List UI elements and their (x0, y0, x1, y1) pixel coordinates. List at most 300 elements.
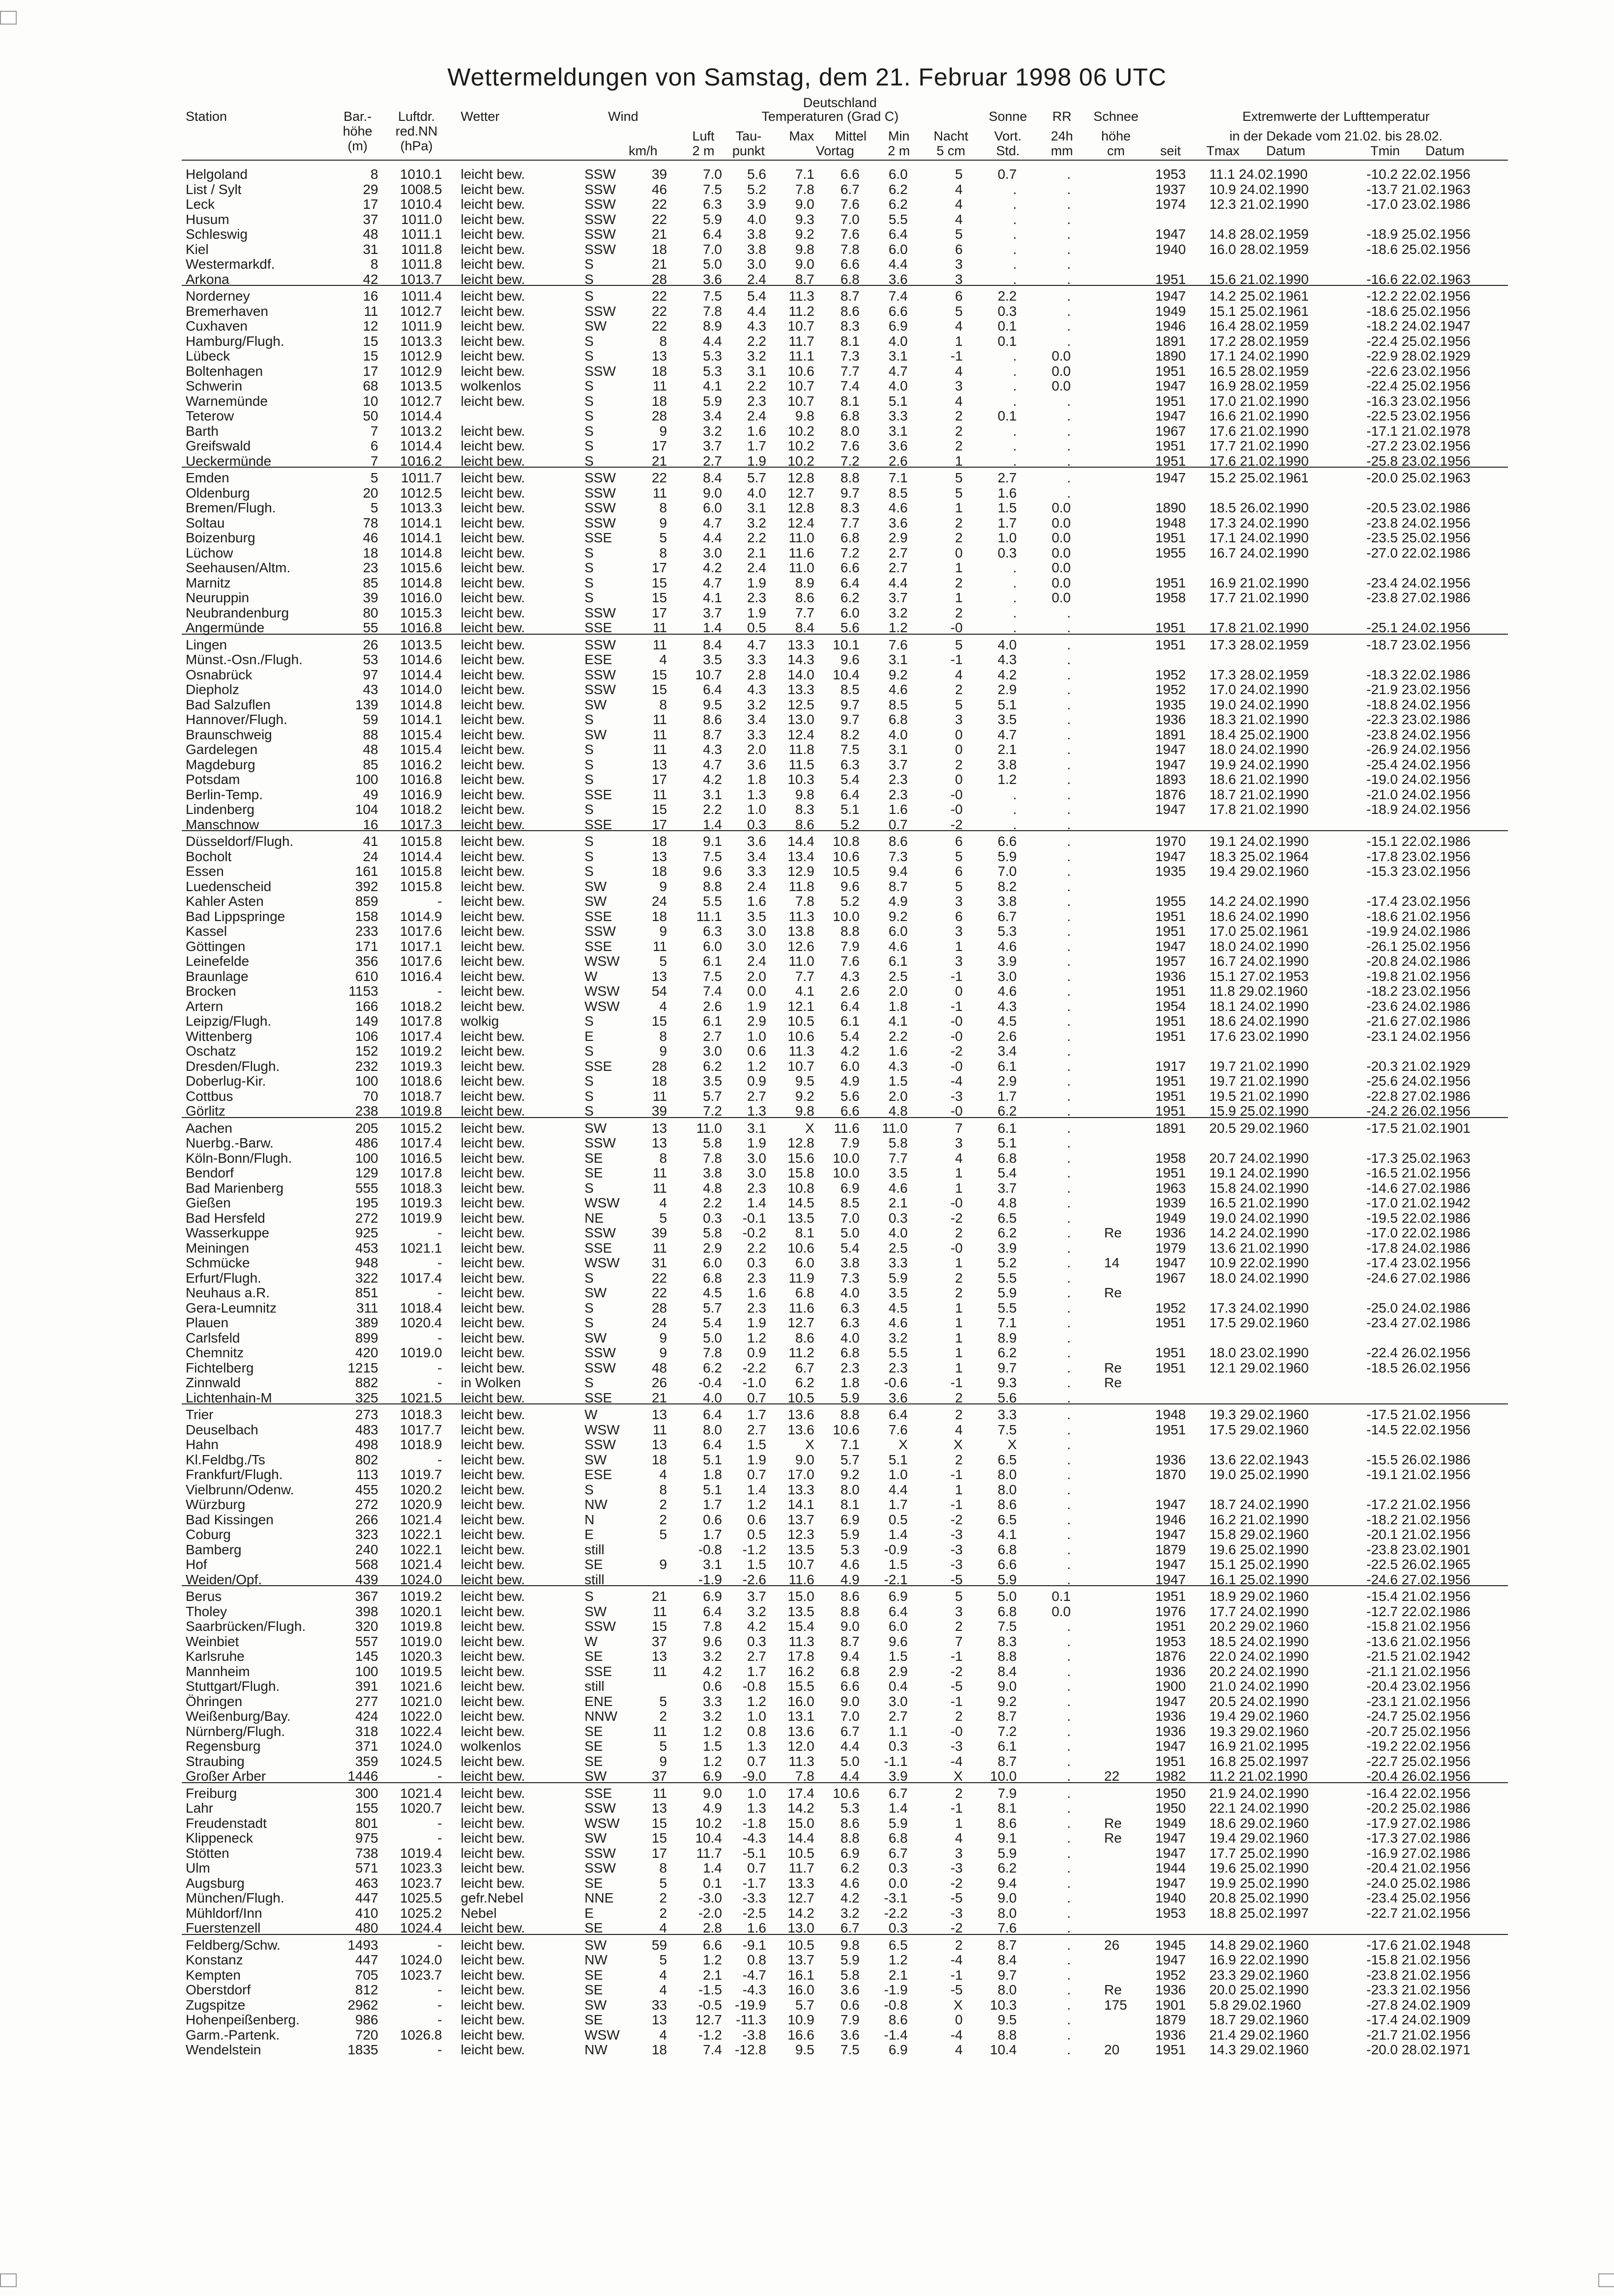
pressure: 1019.5 (400, 1663, 442, 1679)
station-name: Potsdam (186, 772, 240, 787)
station-name: Marnitz (186, 575, 231, 590)
air-temp: 5.9 (703, 393, 722, 409)
station-name: Oschatz (186, 1043, 236, 1059)
min-temp: 4.6 (889, 938, 908, 954)
wind-direction: S (584, 834, 594, 849)
precipitation: . (1067, 652, 1071, 667)
dew-point: 0.7 (747, 1860, 766, 1876)
air-temp: 11.7 (696, 1845, 722, 1861)
precipitation: . (1067, 1422, 1071, 1437)
since-year: 1952 (1155, 1967, 1186, 1983)
station-row (0, 728, 1614, 742)
station-name: Westermarkdf. (186, 256, 275, 272)
station-name: Hahn (186, 1437, 219, 1452)
night-min: 1 (955, 1360, 963, 1375)
max-temp: 7.8 (795, 1768, 814, 1784)
wind-speed: 13 (651, 1120, 667, 1136)
station-row (0, 894, 1614, 909)
min-temp: 2.7 (889, 545, 908, 560)
dew-point: 3.4 (747, 712, 766, 727)
weather: leicht bew. (461, 742, 525, 757)
wind-speed: 13 (651, 2012, 667, 2027)
precipitation: . (1067, 2012, 1071, 2027)
weather: leicht bew. (461, 545, 525, 560)
min-temp: 9.2 (889, 667, 908, 682)
pressure: 1019.2 (400, 1043, 442, 1059)
tmin-extreme: -19.0 24.02.1956 (1366, 772, 1471, 787)
elevation: 266 (355, 1512, 378, 1527)
dew-point: 3.6 (747, 756, 766, 772)
tmax-extreme: 11.1 24.02.1990 (1209, 167, 1308, 182)
dew-point: 2.7 (747, 1649, 766, 1664)
tmin-extreme: -20.1 21.02.1956 (1366, 1527, 1471, 1542)
dew-point: 2.2 (747, 333, 766, 349)
max-temp: 12.4 (787, 727, 814, 742)
min-temp: 4.0 (889, 1225, 908, 1240)
elevation: 1153 (348, 983, 378, 999)
night-min: 3 (955, 378, 963, 393)
weather: leicht bew. (461, 834, 525, 849)
dew-point: -12.8 (735, 2042, 766, 2057)
station-row (0, 516, 1614, 531)
dew-point: 3.4 (747, 848, 766, 864)
min-temp: 2.0 (889, 983, 908, 999)
min-temp: 6.9 (889, 1589, 908, 1604)
wind-speed: 17 (651, 560, 667, 575)
precipitation: . (1067, 1058, 1071, 1074)
min-temp: 7.7 (889, 1150, 908, 1166)
weather: leicht bew. (461, 802, 525, 817)
scan-registration-mark (0, 11, 17, 25)
tmin-extreme: -18.2 23.02.1956 (1366, 983, 1471, 999)
elevation: 16 (362, 816, 378, 832)
station-name: Greifswald (186, 438, 251, 453)
since-year: 1947 (1155, 470, 1186, 485)
sunshine: 3.9 (998, 953, 1017, 969)
precipitation: 0.0 (1052, 575, 1071, 590)
elevation: 129 (355, 1165, 378, 1180)
wind-speed: 22 (651, 470, 667, 485)
header-mittel: Mittel (835, 129, 867, 143)
night-min: 4 (955, 1150, 963, 1166)
tmin-extreme: -17.0 23.02.1986 (1366, 196, 1471, 212)
tmax-extreme: 16.9 28.02.1959 (1209, 378, 1309, 393)
station-name: Carlsfeld (186, 1330, 240, 1345)
weather: leicht bew. (461, 1557, 525, 1572)
wind-direction: SW (584, 1768, 607, 1784)
elevation: 367 (355, 1589, 378, 1604)
sunshine: 4.3 (998, 652, 1017, 667)
night-min: 2 (955, 408, 963, 423)
max-temp: 10.5 (787, 1013, 814, 1029)
weather: leicht bew. (461, 500, 525, 515)
wind-direction: SSE (584, 620, 612, 635)
elevation: 152 (355, 1043, 378, 1059)
mean-temp: 3.8 (840, 1255, 860, 1270)
wind-direction: ESE (584, 1467, 612, 1482)
wind-direction: SSW (584, 167, 616, 182)
mean-temp: 6.6 (840, 1679, 860, 1694)
elevation: 272 (355, 1210, 378, 1226)
pressure: 1021.5 (400, 1390, 442, 1405)
weather: wolkenlos (461, 1738, 521, 1754)
sunshine: 8.6 (998, 1497, 1017, 1512)
dew-point: 3.0 (747, 1150, 766, 1166)
station-row (0, 1891, 1614, 1905)
air-temp: 6.3 (703, 196, 722, 212)
air-temp: 7.5 (703, 968, 722, 984)
tmax-extreme: 17.7 21.02.1990 (1209, 590, 1309, 605)
sunshine: . (1013, 211, 1017, 227)
wind-direction: NNE (584, 1890, 614, 1905)
min-temp: 8.5 (889, 485, 908, 501)
precipitation: . (1067, 1571, 1071, 1587)
mean-temp: 5.4 (840, 1240, 860, 1256)
station-row (0, 1121, 1614, 1136)
tmax-extreme: 17.0 24.02.1990 (1209, 682, 1309, 697)
pressure: - (437, 1255, 442, 1270)
mean-temp: 0.6 (840, 1997, 860, 2013)
tmin-extreme: -18.9 24.02.1956 (1366, 802, 1471, 817)
dew-point: -4.3 (742, 1982, 766, 1997)
min-temp: 1.4 (889, 1527, 908, 1542)
group-divider (182, 830, 1508, 831)
min-temp: 6.0 (889, 1619, 908, 1634)
pressure: - (437, 1360, 442, 1375)
tmin-extreme: -26.1 25.02.1956 (1366, 938, 1471, 954)
mean-temp: 7.4 (840, 378, 860, 393)
weather: leicht bew. (461, 712, 525, 727)
sunshine: 8.3 (998, 1633, 1017, 1649)
mean-temp: 9.4 (840, 1649, 860, 1664)
night-min: -1 (950, 1497, 963, 1512)
tmin-extreme: -20.7 25.02.1956 (1366, 1723, 1471, 1739)
weather: leicht bew. (461, 1452, 525, 1467)
since-year: 1947 (1155, 408, 1186, 423)
dew-point: 3.9 (747, 196, 766, 212)
wind-direction: SSW (584, 470, 616, 485)
air-temp: 5.8 (703, 1135, 722, 1150)
precipitation: . (1067, 1830, 1071, 1846)
wind-direction: S (584, 1043, 594, 1059)
since-year: 1951 (1155, 908, 1186, 924)
tmin-extreme: -15.5 26.02.1986 (1366, 1452, 1471, 1467)
air-temp: 0.6 (703, 1679, 722, 1694)
pressure: 1025.2 (400, 1905, 442, 1921)
precipitation: . (1067, 211, 1071, 227)
weather: leicht bew. (461, 924, 525, 939)
tmin-extreme: -15.8 21.02.1956 (1366, 1952, 1471, 1967)
sunshine: 4.3 (998, 998, 1017, 1014)
dew-point: -1.0 (742, 1375, 766, 1390)
header-bar2: höhe (342, 124, 373, 139)
mean-temp: 10.1 (833, 637, 860, 652)
mean-temp: 8.6 (840, 303, 860, 319)
since-year: 1935 (1155, 697, 1186, 712)
mean-temp: 6.2 (840, 590, 860, 605)
station-name: Arkona (186, 271, 229, 287)
sunshine: 2.2 (998, 288, 1017, 304)
station-name: Essen (186, 864, 224, 879)
wind-direction: N (584, 1512, 595, 1527)
dew-point: 1.2 (747, 1058, 766, 1074)
max-temp: 13.7 (787, 1512, 814, 1527)
air-temp: 5.9 (703, 211, 722, 227)
sunshine: 0.7 (998, 167, 1017, 182)
max-temp: 12.6 (787, 938, 814, 954)
station-row (0, 471, 1614, 485)
tmin-extreme: -20.0 25.02.1963 (1366, 470, 1471, 485)
night-min: -0 (950, 802, 963, 817)
min-temp: 4.8 (889, 1103, 908, 1119)
wind-direction: SSE (584, 816, 612, 832)
wind-speed: 13 (651, 756, 667, 772)
wind-direction: WSW (584, 953, 620, 969)
precipitation: . (1067, 1512, 1071, 1527)
weather: leicht bew. (461, 181, 525, 197)
tmax-extreme: 12.3 21.02.1990 (1209, 196, 1309, 212)
night-min: -0 (950, 1195, 963, 1210)
pressure: 1026.8 (400, 2027, 442, 2043)
dew-point: 1.2 (747, 1330, 766, 1345)
group-divider (182, 1934, 1508, 1935)
pressure: 1018.2 (400, 998, 442, 1014)
mean-temp: 1.8 (840, 1375, 860, 1390)
station-row (0, 1423, 1614, 1437)
dew-point: -19.9 (735, 1997, 766, 2013)
since-year: 1901 (1155, 1997, 1186, 2013)
since-year: 1891 (1155, 727, 1186, 742)
max-temp: 13.6 (787, 1422, 814, 1437)
mean-temp: 5.7 (840, 1452, 860, 1467)
wind-direction: still (584, 1541, 605, 1557)
tmax-extreme: 17.8 21.02.1990 (1209, 802, 1309, 817)
elevation: 23 (362, 560, 378, 575)
dew-point: 1.9 (747, 575, 766, 590)
mean-temp: 5.4 (840, 1028, 860, 1044)
weather: leicht bew. (461, 590, 525, 605)
wind-speed: 11 (652, 485, 667, 501)
station-name: Fuerstenzell (186, 1920, 261, 1935)
air-temp: 4.2 (703, 560, 722, 575)
min-temp: 4.6 (889, 1315, 908, 1330)
station-row (0, 242, 1614, 257)
station-row (0, 1557, 1614, 1572)
station-row (0, 1739, 1614, 1754)
max-temp: 10.7 (787, 318, 814, 334)
air-temp: 5.1 (703, 1482, 722, 1497)
station-name: Zugspitze (186, 1997, 246, 2013)
station-row (0, 1453, 1614, 1467)
sunshine: . (1013, 378, 1017, 393)
station-name: Kiel (186, 241, 209, 257)
wind-speed: 4 (659, 1967, 667, 1983)
weather: leicht bew. (461, 667, 525, 682)
wind-direction: SSE (584, 1663, 612, 1679)
night-min: 5 (955, 1589, 963, 1604)
pressure: 1017.8 (400, 1013, 442, 1029)
tmin-extreme: -16.9 27.02.1986 (1366, 1845, 1471, 1861)
pressure: 1018.9 (400, 1437, 442, 1452)
precipitation: . (1067, 1875, 1071, 1891)
max-temp: 11.3 (788, 288, 814, 304)
max-temp: 15.4 (787, 1619, 814, 1634)
station-name: Bad Marienberg (186, 1180, 284, 1196)
wind-speed: 22 (651, 1285, 667, 1300)
mean-temp: 10.0 (833, 1150, 860, 1166)
night-min: 4 (955, 211, 963, 227)
elevation: 48 (362, 226, 378, 242)
station-name: Hohenpeißenberg. (186, 2012, 300, 2027)
since-year: 1947 (1155, 226, 1186, 242)
pressure: 1023.7 (400, 1875, 442, 1891)
station-row (0, 501, 1614, 515)
elevation: 20 (362, 485, 378, 501)
dew-point: 3.1 (747, 363, 766, 379)
min-temp: 2.1 (889, 1195, 908, 1210)
elevation: 371 (355, 1738, 378, 1754)
pressure: 1014.8 (400, 697, 442, 712)
station-row (0, 1361, 1614, 1375)
wind-speed: 22 (651, 318, 667, 334)
wind-direction: S (584, 378, 594, 393)
tmin-extreme: -21.6 27.02.1986 (1366, 1013, 1471, 1029)
station-row (0, 1089, 1614, 1104)
dew-point: 3.2 (747, 515, 766, 531)
sunshine: 4.6 (998, 983, 1017, 999)
wind-direction: SSE (584, 530, 612, 545)
sunshine: 9.2 (998, 1693, 1017, 1709)
night-min: -3 (950, 1905, 963, 1921)
min-temp: 4.0 (889, 333, 908, 349)
weather: leicht bew. (461, 1800, 525, 1816)
dew-point: 1.3 (747, 1800, 766, 1816)
station-name: Braunschweig (186, 727, 272, 742)
weather: leicht bew. (461, 288, 525, 304)
station-name: Mühldorf/Inn (186, 1905, 262, 1921)
dew-point: 1.2 (747, 1497, 766, 1512)
min-temp: 1.5 (889, 1073, 908, 1089)
station-name: Leinefelde (186, 953, 250, 969)
min-temp: 3.1 (889, 742, 908, 757)
wind-speed: 2 (659, 1708, 667, 1724)
since-year: 1876 (1155, 1649, 1186, 1664)
tmax-extreme: 16.9 21.02.1995 (1209, 1738, 1309, 1754)
wind-direction: SSW (584, 1800, 616, 1816)
max-temp: 9.8 (795, 786, 814, 802)
precipitation: . (1067, 1285, 1071, 1300)
night-min: 6 (955, 241, 963, 257)
since-year: 1951 (1155, 363, 1186, 379)
since-year: 1947 (1155, 742, 1186, 757)
sunshine: . (1013, 393, 1017, 409)
tmax-extreme: 17.7 21.02.1990 (1209, 438, 1309, 453)
station-row (0, 849, 1614, 864)
air-temp: 1.2 (703, 1753, 722, 1769)
pressure: 1019.7 (400, 1467, 442, 1482)
sunshine: 3.9 (998, 1240, 1017, 1256)
max-temp: 8.1 (795, 1225, 814, 1240)
since-year: 1967 (1155, 1270, 1186, 1286)
dew-point: 1.9 (747, 453, 766, 469)
max-temp: 14.0 (787, 667, 814, 682)
wind-speed: 9 (659, 1043, 667, 1059)
mean-temp: 7.3 (840, 1270, 860, 1286)
wind-speed: 5 (659, 1210, 667, 1226)
elevation: 6 (370, 438, 378, 453)
sunshine: 6.2 (998, 1345, 1017, 1360)
dew-point: 2.2 (747, 530, 766, 545)
pressure: 1014.8 (400, 575, 442, 590)
min-temp: 5.1 (889, 1452, 908, 1467)
dew-point: -9.0 (742, 1768, 766, 1784)
wind-direction: SSW (584, 1860, 616, 1876)
dew-point: 3.3 (747, 652, 766, 667)
tmax-extreme: 18.8 25.02.1997 (1209, 1905, 1309, 1921)
station-row (0, 864, 1614, 879)
air-temp: 6.2 (703, 1360, 722, 1375)
dew-point: 3.2 (747, 1603, 766, 1619)
station-row (0, 1226, 1614, 1240)
night-min: 2 (955, 1785, 963, 1801)
station-row (0, 606, 1614, 620)
tmin-extreme: -17.9 27.02.1986 (1366, 1815, 1471, 1831)
pressure: 1011.0 (401, 211, 442, 227)
min-temp: 3.5 (889, 1165, 908, 1180)
air-temp: 6.9 (703, 1768, 722, 1784)
night-min: -3 (950, 1860, 963, 1876)
tmin-extreme: -21.1 21.02.1956 (1366, 1663, 1471, 1679)
since-year: 1951 (1155, 271, 1186, 287)
tmax-extreme: 20.0 25.02.1990 (1209, 1982, 1309, 1997)
dew-point: 1.0 (747, 802, 766, 817)
elevation: 240 (355, 1541, 378, 1557)
wind-speed: 22 (651, 1270, 667, 1286)
night-min: 5 (955, 226, 963, 242)
night-min: 5 (955, 697, 963, 712)
elevation: 273 (355, 1407, 378, 1422)
elevation: 46 (362, 530, 378, 545)
air-temp: 9.1 (703, 834, 722, 849)
station-name: Lüchow (186, 545, 233, 560)
mean-temp: 9.8 (840, 1937, 860, 1953)
snow-depth: Re (1104, 1982, 1122, 1997)
station-name: Feldberg/Schw. (186, 1937, 280, 1953)
weather: leicht bew. (461, 470, 525, 485)
snow-depth: Re (1104, 1285, 1122, 1300)
pressure: 1022.4 (400, 1723, 442, 1739)
night-min: 1 (955, 1255, 963, 1270)
tmin-extreme: -18.8 24.02.1956 (1366, 697, 1471, 712)
elevation: 899 (355, 1330, 378, 1345)
tmax-extreme: 17.3 24.02.1990 (1209, 1300, 1309, 1316)
wind-speed: 4 (659, 1982, 667, 1997)
elevation: 1215 (347, 1360, 378, 1375)
tmin-extreme: -14.5 22.02.1956 (1366, 1422, 1471, 1437)
wind-speed: 21 (651, 1589, 667, 1604)
dew-point: 0.5 (747, 1527, 766, 1542)
since-year: 1947 (1155, 1497, 1186, 1512)
night-min: -5 (950, 1679, 963, 1694)
weather: leicht bew. (461, 333, 525, 349)
tmin-extreme: -24.6 27.02.1986 (1366, 1270, 1471, 1286)
pressure: 1011.4 (401, 288, 442, 304)
elevation: 925 (355, 1225, 378, 1240)
max-temp: 9.2 (795, 226, 814, 242)
station-row (0, 349, 1614, 364)
precipitation: . (1067, 1920, 1071, 1935)
tmin-extreme: -16.3 23.02.1956 (1366, 393, 1471, 409)
